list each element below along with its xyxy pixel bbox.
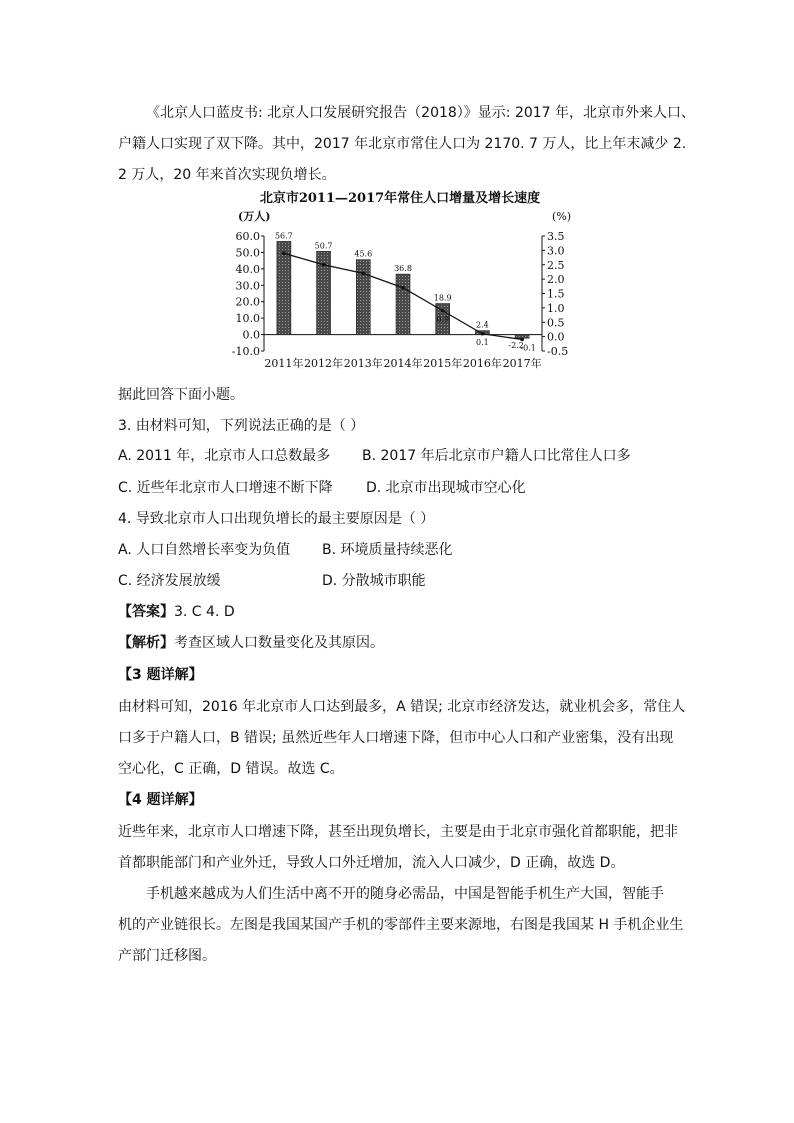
bar-value-label: 45.6 <box>354 249 373 259</box>
next-line-1: 手机越来越成为人们生活中离不开的随身必需品，中国是智能手机生产大国，智能手 <box>146 886 664 902</box>
prompt: 据此回答下面小题。 <box>118 387 244 403</box>
x-tick-label: 2014年 <box>383 357 423 370</box>
detail3-heading: 【3 题详解】 <box>118 667 203 683</box>
bar-value-label: -2.2 <box>508 341 524 351</box>
left-tick-label: 0.0 <box>242 328 260 342</box>
bar <box>356 260 370 335</box>
growth-rate-point <box>481 332 485 336</box>
q3-option-c: C. 近些年北京市人口增速不断下降 <box>118 480 333 496</box>
left-tick-label: 40.0 <box>235 262 260 276</box>
growth-rate-point <box>361 272 365 276</box>
q3-option-a: A. 2011 年，北京市人口总数最多 <box>118 448 331 464</box>
chart-title: 北京市2011—2017年常住人口增量及增长速度 <box>259 191 541 206</box>
answer <box>118 602 235 622</box>
q3-option-d: D. 北京市出现城市空心化 <box>366 480 526 496</box>
intro-line-2: 户籍人口实现了双下降。其中，2017 年北京市常住人口为 2170. 7 万人，比上年末减少 2. <box>118 136 687 152</box>
analysis-label: 【解析】 <box>118 635 174 651</box>
right-tick-label: -0.5 <box>547 345 569 358</box>
right-axis-unit: (%) <box>552 210 572 223</box>
line-value-label: 0.9 <box>436 314 450 324</box>
q3-stem: 3. 由材料可知，下列说法正确的是（ ） <box>118 418 365 434</box>
population-chart <box>228 186 578 372</box>
detail4-line-1: 近些年来，北京市人口增速下降，甚至出现负增长，主要是由于北京市强化首都职能，把非 <box>118 824 678 840</box>
bar <box>277 241 291 334</box>
answer-label: 【答案】 <box>118 604 174 620</box>
left-tick-label: 20.0 <box>235 295 260 309</box>
x-tick-label: 2016年 <box>462 357 502 370</box>
q4-option-b: B. 环境质量持续恶化 <box>322 542 453 558</box>
growth-rate-point <box>401 286 405 290</box>
x-tick-label: 2012年 <box>304 357 344 370</box>
q4-option-c: C. 经济发展放缓 <box>118 573 221 589</box>
left-tick-label: -10.0 <box>231 345 260 358</box>
bar-value-label: 2.4 <box>476 320 489 330</box>
growth-rate-point <box>441 309 445 313</box>
left-tick-label: 60.0 <box>235 230 260 243</box>
bar-value-label: 50.7 <box>314 241 333 251</box>
detail4-line-2: 首都职能部门和产业外迁，导致人口外迁增加，流入人口减少，D 正确，故选 D。 <box>118 855 625 871</box>
bar-value-label: 56.7 <box>274 231 293 241</box>
right-tick-label: 3.0 <box>547 244 565 258</box>
x-tick-label: 2013年 <box>343 357 383 370</box>
x-tick-label: 2015年 <box>423 357 463 370</box>
right-tick-label: 2.0 <box>547 273 565 287</box>
left-tick-label: 50.0 <box>235 246 260 260</box>
analysis-text: 考查区域人口数量变化及其原因。 <box>174 635 384 651</box>
right-tick-label: 3.5 <box>547 230 565 243</box>
analysis <box>118 633 384 653</box>
q3-option-b: B. 2017 年后北京市户籍人口比常住人口多 <box>362 448 631 464</box>
q4-option-a: A. 人口自然增长率变为负值 <box>118 542 291 558</box>
right-tick-label: 1.5 <box>547 287 565 301</box>
q4-option-d: D. 分散城市职能 <box>322 573 426 589</box>
line-value-label: 0.1 <box>476 337 489 347</box>
answer-text: 3. C 4. D <box>174 604 235 620</box>
bar <box>515 335 529 339</box>
detail3-line-3: 空心化，C 正确，D 错误。故选 C。 <box>118 761 344 777</box>
intro-line-1: 《北京人口蓝皮书: 北京人口发展研究报告（2018）》显示: 2017 年，北京市外来人口、 <box>146 105 696 121</box>
x-tick-label: 2011年 <box>264 357 304 370</box>
left-axis-unit: (万人) <box>238 210 271 223</box>
right-tick-label: 0.5 <box>547 316 565 330</box>
right-tick-label: 0.0 <box>547 330 565 344</box>
left-tick-label: 30.0 <box>235 279 260 293</box>
next-line-2: 机的产业链很长。左图是我国某国产手机的零部件主要来源地，右图是我国某 H 手机企业生 <box>118 917 684 933</box>
line-value-label: -0.1 <box>520 343 536 353</box>
q4-stem: 4. 导致北京市人口出现负增长的最主要原因是（ ） <box>118 511 435 527</box>
x-tick-label: 2017年 <box>502 357 542 370</box>
detail4-heading: 【4 题详解】 <box>118 792 203 808</box>
next-line-3: 产部门迁移图。 <box>118 948 216 964</box>
growth-rate-point <box>282 251 286 255</box>
bar-value-label: 36.8 <box>394 264 412 274</box>
bar <box>396 274 410 334</box>
growth-rate-point <box>322 263 326 267</box>
right-tick-label: 1.0 <box>547 301 565 315</box>
left-tick-label: 10.0 <box>235 312 260 326</box>
detail3-line-2: 口多于户籍人口，B 错误; 虽然近些年人口增速下降，但市中心人口和产业密集，没有出现 <box>118 730 674 746</box>
detail3-line-1: 由材料可知，2016 年北京市人口达到最多，A 错误; 北京市经济发达，就业机会多，常住人 <box>118 699 686 715</box>
right-tick-label: 2.5 <box>547 258 565 272</box>
bar-value-label: 18.9 <box>433 293 452 303</box>
intro-line-3: 2 万人，20 年来首次实现负增长。 <box>118 167 336 183</box>
